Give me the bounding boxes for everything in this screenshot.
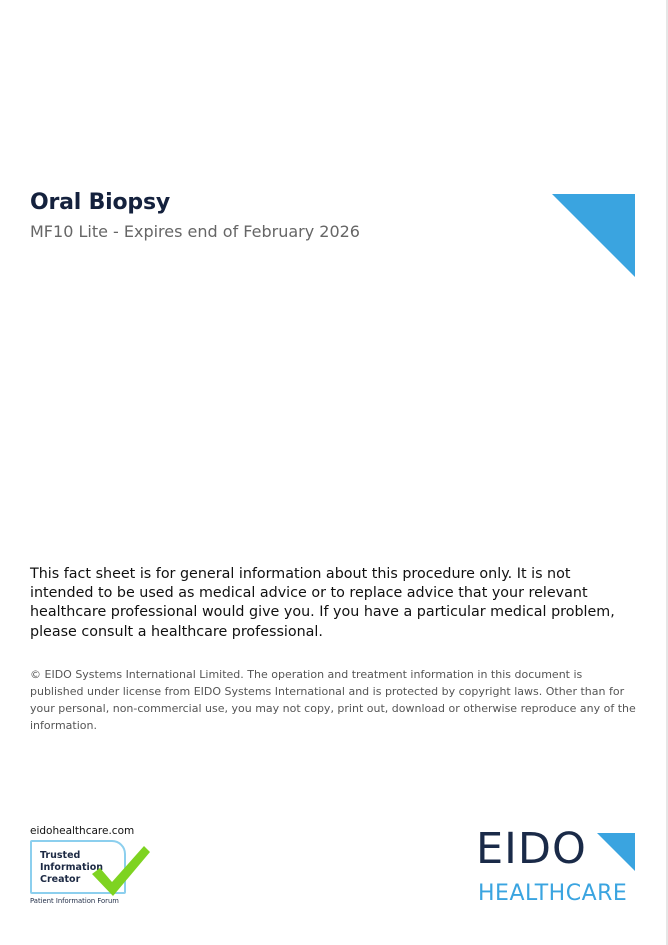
logo-wordmark-eido: EIDO [476,824,587,874]
document-code-subtitle: MF10 Lite - Expires end of February 2026 [30,222,360,241]
eido-healthcare-logo [476,824,638,910]
corner-triangle-icon [552,194,635,277]
badge-line-trusted: Trusted [40,850,81,861]
website-link[interactable]: eidohealthcare.com [30,825,135,837]
logo-wordmark-healthcare: HEALTHCARE [478,881,628,906]
page-title: Oral Biopsy [30,190,171,215]
checkmark-icon [88,844,152,900]
badge-caption: Patient Information Forum [30,897,119,905]
badge-line-information: Information [40,862,104,873]
pif-trusted-creator-badge [28,840,153,910]
disclaimer-text: This fact sheet is for general information about this procedure only. It is not intended to be used as medical advice or to replace advice that your relevant healthcare professional would give you. If you have a particular medical problem, please consult a healthcare professional. [30,566,615,640]
logo-triangle-icon [597,833,635,871]
badge-line-creator: Creator [40,874,81,885]
copyright-notice: © EIDO Systems International Limited. The operation and treatment information in this document is published under license from EIDO Systems International and is protected by copyright laws. Other than for your personal, non-commercial use, you may not copy, print out, download or otherwise reproduce any of the information. [30,668,636,732]
